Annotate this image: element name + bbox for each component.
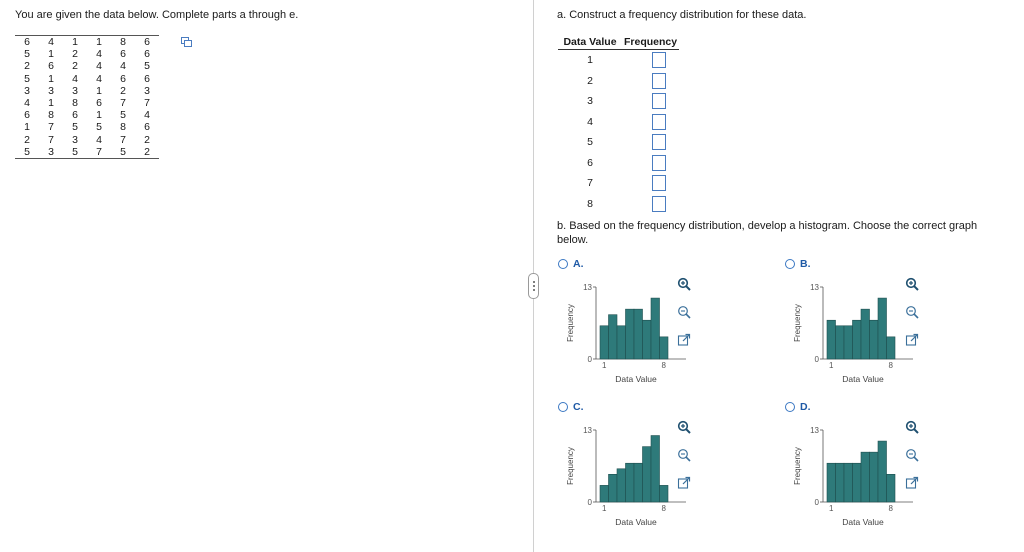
zoom-in-icon[interactable] <box>905 420 919 434</box>
histogram-c <box>558 422 688 534</box>
histogram-bar <box>827 320 836 359</box>
frequency-cell <box>622 112 679 133</box>
data-cell: 5 <box>144 60 150 73</box>
data-cell: 4 <box>72 72 78 85</box>
histogram-bar <box>643 447 652 502</box>
y-tick-label: 13 <box>583 283 592 292</box>
y-tick-label: 0 <box>587 355 592 364</box>
histogram-bar <box>844 463 853 502</box>
histogram-bar <box>861 309 870 359</box>
data-row <box>15 121 159 133</box>
histogram-bar <box>609 315 618 359</box>
y-tick-label: 13 <box>810 283 819 292</box>
histogram-bar <box>626 309 635 359</box>
y-tick-label: 0 <box>814 355 819 364</box>
open-new-window-icon[interactable] <box>905 333 919 347</box>
open-new-window-icon[interactable] <box>677 333 691 347</box>
histogram-bar <box>853 463 862 502</box>
data-cell: 2 <box>120 84 126 97</box>
data-cell: 5 <box>111 146 135 159</box>
data-cell: 8 <box>72 97 78 110</box>
data-cell: 7 <box>48 121 54 134</box>
data-row <box>15 36 159 49</box>
data-row <box>15 146 159 159</box>
x-tick-label: 8 <box>661 361 666 370</box>
data-cell: 6 <box>15 36 39 49</box>
x-tick-label: 1 <box>829 504 834 513</box>
x-tick-label: 1 <box>602 361 607 370</box>
histogram-bar <box>878 441 887 502</box>
data-cell: 6 <box>96 97 102 110</box>
histogram-bar <box>870 452 879 502</box>
histogram-bar <box>861 452 870 502</box>
data-cell: 1 <box>96 109 102 122</box>
part-a-question: a. Construct a frequency distribution for these data. <box>557 9 807 21</box>
data-cell: 6 <box>48 60 54 73</box>
frequency-cell <box>622 91 679 112</box>
histogram-bar <box>634 309 643 359</box>
histogram-bar <box>827 463 836 502</box>
data-cell: 6 <box>144 48 150 61</box>
data-cell: 4 <box>120 60 126 73</box>
data-cell: 4 <box>24 97 30 110</box>
option-b[interactable] <box>785 259 1005 399</box>
open-new-window-icon[interactable] <box>677 476 691 490</box>
x-tick-label: 8 <box>888 361 893 370</box>
data-cell: 7 <box>120 97 126 110</box>
histogram-bar <box>626 463 635 502</box>
freq-row <box>558 50 679 71</box>
histogram-bar <box>617 326 626 359</box>
frequency-cell <box>622 173 679 194</box>
histogram-bar <box>836 326 845 359</box>
y-axis-label: Frequency <box>566 447 575 485</box>
data-cell: 2 <box>144 133 150 146</box>
data-cell: 5 <box>24 72 30 85</box>
data-cell: 3 <box>24 84 30 97</box>
data-cell: 8 <box>120 121 126 134</box>
data-cell: 6 <box>120 72 126 85</box>
radio-b[interactable] <box>785 259 795 269</box>
data-row <box>15 134 159 146</box>
frequency-input[interactable] <box>652 93 666 109</box>
freq-row <box>558 132 679 153</box>
data-cell: 2 <box>135 146 159 159</box>
data-cell: 1 <box>48 48 54 61</box>
data-cell: 8 <box>48 109 54 122</box>
data-table <box>15 35 159 159</box>
histogram-bar <box>609 474 618 502</box>
data-value-cell: 1 <box>587 54 593 67</box>
data-cell: 3 <box>72 133 78 146</box>
data-value-cell: 4 <box>587 115 593 128</box>
frequency-input[interactable] <box>652 73 666 89</box>
y-tick-label: 0 <box>587 498 592 507</box>
y-tick-label: 13 <box>583 426 592 435</box>
data-cell: 4 <box>96 72 102 85</box>
data-cell: 3 <box>72 84 78 97</box>
option-a[interactable] <box>558 259 778 399</box>
data-cell: 5 <box>63 146 87 159</box>
freq-row <box>558 112 679 133</box>
histogram-bar <box>853 320 862 359</box>
option-a-label: A. <box>573 258 584 270</box>
data-row <box>15 85 159 97</box>
data-cell: 8 <box>111 36 135 49</box>
y-axis-label: Frequency <box>566 304 575 342</box>
data-cell: 2 <box>72 48 78 61</box>
histogram-bar <box>887 474 896 502</box>
y-axis-label: Frequency <box>793 447 802 485</box>
col-frequency: Frequency <box>624 36 678 48</box>
data-cell: 4 <box>96 133 102 146</box>
frequency-cell <box>622 132 679 153</box>
problem-prompt: You are given the data below. Complete parts a through e. <box>15 9 299 21</box>
histogram-d <box>785 422 915 534</box>
zoom-out-icon[interactable] <box>677 448 691 462</box>
zoom-out-icon[interactable] <box>905 448 919 462</box>
frequency-cell <box>622 71 679 92</box>
open-new-window-icon[interactable] <box>905 476 919 490</box>
data-cell: 6 <box>144 72 150 85</box>
zoom-in-icon[interactable] <box>677 277 691 291</box>
data-row <box>15 97 159 109</box>
frequency-input[interactable] <box>652 52 666 68</box>
frequency-input[interactable] <box>652 114 666 130</box>
data-cell: 2 <box>72 60 78 73</box>
data-cell: 2 <box>24 60 30 73</box>
data-cell: 5 <box>72 121 78 134</box>
histogram-bar <box>651 436 660 502</box>
data-row <box>15 73 159 85</box>
freq-row <box>558 153 679 174</box>
data-row <box>15 109 159 121</box>
histogram-a <box>558 279 688 391</box>
radio-a[interactable] <box>558 259 568 269</box>
data-cell: 6 <box>24 109 30 122</box>
frequency-input[interactable] <box>652 196 666 212</box>
data-cell: 4 <box>144 109 150 122</box>
x-tick-label: 8 <box>888 504 893 513</box>
histogram-bar <box>660 337 669 359</box>
data-cell: 6 <box>120 48 126 61</box>
data-cell: 3 <box>39 146 63 159</box>
histogram-bar <box>660 485 669 502</box>
histogram-bar <box>600 485 609 502</box>
data-value-cell: 7 <box>587 177 593 190</box>
data-cell: 4 <box>96 60 102 73</box>
histogram-bar <box>844 326 853 359</box>
data-cell: 1 <box>63 36 87 49</box>
data-cell: 3 <box>48 84 54 97</box>
freq-row <box>558 194 679 215</box>
data-row <box>15 60 159 72</box>
freq-row <box>558 91 679 112</box>
y-tick-label: 0 <box>814 498 819 507</box>
frequency-cell <box>622 50 679 71</box>
x-tick-label: 1 <box>829 361 834 370</box>
histogram-bar <box>643 320 652 359</box>
y-axis-label: Frequency <box>793 304 802 342</box>
zoom-out-icon[interactable] <box>677 305 691 319</box>
data-cell: 5 <box>15 146 39 159</box>
zoom-in-icon[interactable] <box>677 420 691 434</box>
data-value-cell: 3 <box>587 95 593 108</box>
histogram-bar <box>617 469 626 502</box>
data-cell: 7 <box>48 133 54 146</box>
data-cell: 5 <box>120 109 126 122</box>
data-cell: 1 <box>24 121 30 134</box>
data-row <box>15 48 159 60</box>
histogram-bar <box>634 463 643 502</box>
radio-d[interactable] <box>785 402 795 412</box>
option-c-label: C. <box>573 401 584 413</box>
part-b-question: b. Based on the frequency distribution, develop a histogram. Choose the correct graph below. <box>557 220 978 246</box>
data-cell: 6 <box>144 121 150 134</box>
data-cell: 5 <box>24 48 30 61</box>
x-axis-label: Data Value <box>842 517 884 527</box>
data-value-cell: 6 <box>587 156 593 169</box>
data-cell: 1 <box>96 84 102 97</box>
zoom-out-icon[interactable] <box>905 305 919 319</box>
option-c[interactable] <box>558 402 778 542</box>
frequency-input[interactable] <box>652 134 666 150</box>
data-value-cell: 8 <box>587 197 593 210</box>
frequency-input[interactable] <box>652 175 666 191</box>
data-cell: 3 <box>144 84 150 97</box>
data-cell: 1 <box>48 97 54 110</box>
radio-c[interactable] <box>558 402 568 412</box>
zoom-in-icon[interactable] <box>905 277 919 291</box>
histogram-bar <box>600 326 609 359</box>
x-tick-label: 8 <box>661 504 666 513</box>
right-panel <box>534 0 1024 552</box>
histogram-bar <box>836 463 845 502</box>
freq-row <box>558 173 679 194</box>
data-cell: 4 <box>39 36 63 49</box>
histogram-bar <box>887 337 896 359</box>
x-axis-label: Data Value <box>842 374 884 384</box>
copy-icon[interactable] <box>181 37 192 47</box>
data-cell: 6 <box>135 36 159 49</box>
data-cell: 7 <box>87 146 111 159</box>
frequency-cell <box>622 153 679 174</box>
histogram-bar <box>651 298 660 359</box>
x-axis-label: Data Value <box>615 374 657 384</box>
y-tick-label: 13 <box>810 426 819 435</box>
option-b-label: B. <box>800 258 811 270</box>
data-cell: 6 <box>72 109 78 122</box>
data-value-cell: 2 <box>587 74 593 87</box>
histogram-bar <box>878 298 887 359</box>
histogram-bar <box>870 320 879 359</box>
data-cell: 5 <box>96 121 102 134</box>
frequency-input[interactable] <box>652 155 666 171</box>
x-tick-label: 1 <box>602 504 607 513</box>
freq-row <box>558 71 679 92</box>
x-axis-label: Data Value <box>615 517 657 527</box>
col-data-value: Data Value <box>558 35 622 50</box>
data-cell: 7 <box>120 133 126 146</box>
data-cell: 7 <box>144 97 150 110</box>
data-value-cell: 5 <box>587 136 593 149</box>
data-cell: 1 <box>48 72 54 85</box>
data-cell: 2 <box>24 133 30 146</box>
data-cell: 4 <box>96 48 102 61</box>
frequency-table <box>558 35 679 214</box>
frequency-cell <box>622 194 679 215</box>
option-d-label: D. <box>800 401 811 413</box>
option-d[interactable] <box>785 402 1005 542</box>
data-cell: 1 <box>87 36 111 49</box>
histogram-b <box>785 279 915 391</box>
